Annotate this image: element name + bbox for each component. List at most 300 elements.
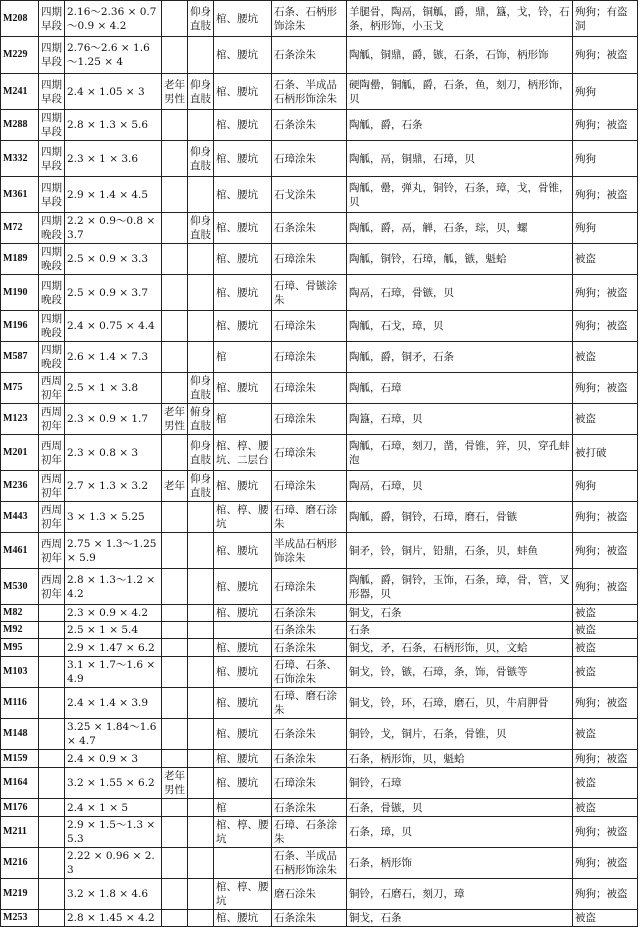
- cell-vermilion-objects: 石条涂朱: [272, 799, 347, 817]
- cell-age-sex: [162, 311, 188, 342]
- cell-age-sex: 老年男性: [162, 768, 188, 799]
- cell-tomb-id: M75: [1, 373, 39, 404]
- cell-tomb-id: M164: [1, 768, 39, 799]
- cell-grave-goods: 陶觚，爵，铜铃，玉饰，石条，璋，骨，管，叉形器，贝: [347, 569, 573, 605]
- cell-age-sex: [162, 177, 188, 213]
- cell-notes: 被盗: [573, 342, 638, 373]
- cell-age-sex: [162, 719, 188, 750]
- cell-burial-posture: [188, 502, 214, 533]
- cell-age-sex: [162, 275, 188, 311]
- cell-period: 四期晚段: [39, 311, 65, 342]
- cell-structure: 棺: [214, 342, 272, 373]
- cell-tomb-id: M116: [1, 688, 39, 719]
- cell-vermilion-objects: 石璋、骨镞涂朱: [272, 275, 347, 311]
- cell-period: [39, 622, 65, 639]
- cell-notes: 殉狗；被盗: [573, 533, 638, 569]
- cell-vermilion-objects: 石条涂朱: [272, 910, 347, 927]
- cell-period: 四期早段: [39, 1, 65, 37]
- cell-vermilion-objects: 石璋涂朱: [272, 342, 347, 373]
- cell-burial-posture: [188, 533, 214, 569]
- cell-burial-posture: [188, 622, 214, 639]
- cell-age-sex: [162, 342, 188, 373]
- cell-vermilion-objects: 石条涂朱: [272, 213, 347, 244]
- cell-dimensions: 3.1 × 1.7～1.6 × 4.9: [65, 657, 162, 688]
- cell-burial-posture: [188, 910, 214, 927]
- cell-structure: 棺、椁、腰坑: [214, 879, 272, 910]
- cell-tomb-id: M201: [1, 435, 39, 471]
- cell-notes: 殉狗；被盗: [573, 750, 638, 768]
- cell-period: 西周初年: [39, 502, 65, 533]
- cell-burial-posture: [188, 37, 214, 74]
- cell-burial-posture: 仰身直肢: [188, 471, 214, 502]
- cell-structure: 棺、椁、腰坑: [214, 817, 272, 848]
- cell-dimensions: 2.76～2.6 × 1.6～1.25 × 4: [65, 37, 162, 74]
- cell-structure: 棺、腰坑: [214, 213, 272, 244]
- cell-dimensions: 2.5 × 1 × 5.4: [65, 622, 162, 639]
- cell-tomb-id: M72: [1, 213, 39, 244]
- cell-grave-goods: 铜铃，石磨石，刻刀，璋: [347, 879, 573, 910]
- cell-dimensions: 2.3 × 0.9 × 4.2: [65, 605, 162, 622]
- cell-structure: 棺: [214, 799, 272, 817]
- cell-notes: 被盗: [573, 622, 638, 639]
- cell-structure: 棺、腰坑: [214, 569, 272, 605]
- cell-period: 四期早段: [39, 37, 65, 74]
- cell-tomb-id: M332: [1, 141, 39, 177]
- cell-grave-goods: 石条: [347, 622, 573, 639]
- table-row: [1, 533, 638, 569]
- cell-tomb-id: M461: [1, 533, 39, 569]
- cell-grave-goods: 铜戈，铃，镞，石璋，条，饰，骨镞等: [347, 657, 573, 688]
- cell-vermilion-objects: 石璋、磨石涂朱: [272, 502, 347, 533]
- cell-structure: 棺、腰坑: [214, 605, 272, 622]
- cell-burial-posture: [188, 569, 214, 605]
- cell-structure: 棺、腰坑: [214, 1, 272, 37]
- cell-age-sex: [162, 502, 188, 533]
- cell-notes: 被盗: [573, 910, 638, 927]
- cell-dimensions: 2.3 × 0.9 × 1.7: [65, 404, 162, 435]
- cell-notes: 殉狗；被盗: [573, 879, 638, 910]
- cell-tomb-id: M95: [1, 639, 39, 657]
- cell-vermilion-objects: 石璋、石条涂朱: [272, 817, 347, 848]
- cell-period: [39, 719, 65, 750]
- cell-grave-goods: 石条，柄形饰，贝，魁蛤: [347, 750, 573, 768]
- cell-grave-goods: 陶觚，铜鼎，爵，镞，石条，石饰，柄形饰: [347, 37, 573, 74]
- cell-dimensions: 2.75 × 1.3～1.25 × 5.9: [65, 533, 162, 569]
- cell-age-sex: [162, 817, 188, 848]
- table-row: [1, 141, 638, 177]
- cell-tomb-id: M176: [1, 799, 39, 817]
- cell-age-sex: [162, 141, 188, 177]
- cell-period: 四期早段: [39, 110, 65, 141]
- cell-tomb-id: M159: [1, 750, 39, 768]
- cell-burial-posture: 仰身直肢: [188, 1, 214, 37]
- cell-dimensions: 3.25 × 1.84～1.6 × 4.7: [65, 719, 162, 750]
- cell-vermilion-objects: 石璋涂朱: [272, 768, 347, 799]
- cell-grave-goods: 陶觚，爵，铜铃，石璋，磨石，骨镞: [347, 502, 573, 533]
- cell-burial-posture: [188, 799, 214, 817]
- table-row: [1, 244, 638, 275]
- cell-period: [39, 817, 65, 848]
- cell-age-sex: [162, 244, 188, 275]
- cell-age-sex: [162, 1, 188, 37]
- cell-notes: 被盗: [573, 799, 638, 817]
- cell-dimensions: 2.7 × 1.3 × 3.2: [65, 471, 162, 502]
- cell-tomb-id: M229: [1, 37, 39, 74]
- cell-structure: 棺、腰坑: [214, 141, 272, 177]
- cell-period: 四期早段: [39, 74, 65, 110]
- table-row: [1, 177, 638, 213]
- cell-grave-goods: 铜戈，矛，石条，石柄形饰，贝，文蛤: [347, 639, 573, 657]
- cell-dimensions: 2.9 × 1.5～1.3 × 5.3: [65, 817, 162, 848]
- table-row: [1, 373, 638, 404]
- cell-structure: 棺、腰坑: [214, 910, 272, 927]
- cell-notes: 殉狗；被盗: [573, 177, 638, 213]
- cell-dimensions: 3 × 1.3 × 5.25: [65, 502, 162, 533]
- cell-grave-goods: 铜戈，石条: [347, 605, 573, 622]
- cell-burial-posture: [188, 657, 214, 688]
- cell-notes: 殉狗；被盗: [573, 817, 638, 848]
- cell-age-sex: [162, 435, 188, 471]
- cell-notes: 殉狗；被盗: [573, 311, 638, 342]
- cell-age-sex: [162, 213, 188, 244]
- cell-period: [39, 657, 65, 688]
- cell-age-sex: [162, 657, 188, 688]
- cell-period: [39, 688, 65, 719]
- cell-grave-goods: 铜戈，石条: [347, 910, 573, 927]
- cell-period: 四期晚段: [39, 342, 65, 373]
- cell-notes: 被盗: [573, 404, 638, 435]
- cell-burial-posture: [188, 688, 214, 719]
- cell-vermilion-objects: 石戈涂朱: [272, 177, 347, 213]
- cell-vermilion-objects: 石璋涂朱: [272, 569, 347, 605]
- cell-period: 西周初年: [39, 533, 65, 569]
- cell-vermilion-objects: 石璋涂朱: [272, 404, 347, 435]
- cell-dimensions: 2.3 × 0.8 × 3: [65, 435, 162, 471]
- cell-structure: 棺、腰坑: [214, 719, 272, 750]
- cell-structure: 棺、腰坑: [214, 37, 272, 74]
- cell-burial-posture: [188, 342, 214, 373]
- cell-period: 西周初年: [39, 569, 65, 605]
- table-row: [1, 404, 638, 435]
- cell-burial-posture: 仰身直肢: [188, 213, 214, 244]
- table-body: [1, 1, 638, 927]
- cell-notes: 殉狗；有盗洞: [573, 1, 638, 37]
- cell-structure: 棺、腰坑: [214, 768, 272, 799]
- cell-tomb-id: M530: [1, 569, 39, 605]
- cell-burial-posture: [188, 110, 214, 141]
- cell-tomb-id: M443: [1, 502, 39, 533]
- cell-age-sex: [162, 688, 188, 719]
- table-row: [1, 342, 638, 373]
- cell-notes: 被打破: [573, 435, 638, 471]
- cell-burial-posture: [188, 275, 214, 311]
- cell-grave-goods: 陶觚，石璋: [347, 373, 573, 404]
- cell-grave-goods: 羊腿骨，陶鬲，铜觚，爵，鼎，簋，戈，铃，石条，柄形饰，小玉戈: [347, 1, 573, 37]
- cell-dimensions: 2.5 × 0.9 × 3.3: [65, 244, 162, 275]
- cell-tomb-id: M189: [1, 244, 39, 275]
- cell-dimensions: 2.4 × 1 × 5: [65, 799, 162, 817]
- cell-vermilion-objects: 石条涂朱: [272, 719, 347, 750]
- cell-burial-posture: 仰身直肢: [188, 74, 214, 110]
- cell-burial-posture: [188, 750, 214, 768]
- table-row: [1, 799, 638, 817]
- cell-age-sex: [162, 373, 188, 404]
- cell-burial-posture: [188, 244, 214, 275]
- cell-burial-posture: 仰身直肢: [188, 435, 214, 471]
- table-row: [1, 275, 638, 311]
- table-row: [1, 213, 638, 244]
- cell-tomb-id: M236: [1, 471, 39, 502]
- cell-period: [39, 639, 65, 657]
- cell-notes: 被盗: [573, 605, 638, 622]
- cell-period: 四期晚段: [39, 275, 65, 311]
- cell-burial-posture: 仰身直肢: [188, 141, 214, 177]
- cell-grave-goods: 陶觚，鬲，铜鼎，石璋，贝: [347, 141, 573, 177]
- cell-age-sex: [162, 605, 188, 622]
- cell-grave-goods: 石条，璋，贝: [347, 817, 573, 848]
- cell-dimensions: 3.2 × 1.8 × 4.6: [65, 879, 162, 910]
- cell-notes: 殉狗；被盗: [573, 688, 638, 719]
- cell-vermilion-objects: 半成品石柄形饰涂朱: [272, 533, 347, 569]
- table-row: [1, 750, 638, 768]
- cell-structure: 棺、腰坑: [214, 750, 272, 768]
- cell-vermilion-objects: 石璋涂朱: [272, 141, 347, 177]
- cell-burial-posture: 俯身直肢: [188, 404, 214, 435]
- table-row: [1, 639, 638, 657]
- cell-structure: 棺、腰坑: [214, 533, 272, 569]
- cell-tomb-id: M241: [1, 74, 39, 110]
- cell-vermilion-objects: 石条涂朱: [272, 110, 347, 141]
- cell-tomb-id: M361: [1, 177, 39, 213]
- cell-grave-goods: 石条，柄形饰: [347, 848, 573, 879]
- cell-dimensions: 2.4 × 1.05 × 3: [65, 74, 162, 110]
- cell-vermilion-objects: 石璋涂朱: [272, 373, 347, 404]
- cell-notes: 殉狗；被盗: [573, 848, 638, 879]
- cell-period: [39, 799, 65, 817]
- cell-tomb-id: M288: [1, 110, 39, 141]
- cell-dimensions: 3.2 × 1.55 × 6.2: [65, 768, 162, 799]
- table-row: [1, 719, 638, 750]
- cell-tomb-id: M148: [1, 719, 39, 750]
- cell-grave-goods: 石条，骨镞，贝: [347, 799, 573, 817]
- table-row: [1, 657, 638, 688]
- cell-tomb-id: M123: [1, 404, 39, 435]
- cell-notes: 殉狗；被盗: [573, 569, 638, 605]
- cell-grave-goods: 硬陶罍，铜觚，爵，石条，鱼，刻刀，柄形饰，贝: [347, 74, 573, 110]
- cell-burial-posture: [188, 768, 214, 799]
- cell-age-sex: [162, 639, 188, 657]
- cell-grave-goods: 铜矛，铃，铜片，铅鼎，石条，贝，蚌鱼: [347, 533, 573, 569]
- table-row: [1, 110, 638, 141]
- cell-period: [39, 768, 65, 799]
- table-row: [1, 910, 638, 927]
- table-row: [1, 435, 638, 471]
- cell-structure: [214, 622, 272, 639]
- cell-grave-goods: 陶鬲，石璋，贝: [347, 471, 573, 502]
- table-row: [1, 37, 638, 74]
- cell-burial-posture: [188, 719, 214, 750]
- cell-burial-posture: [188, 177, 214, 213]
- cell-notes: 殉狗；被盗: [573, 373, 638, 404]
- cell-dimensions: 2.22 × 0.96 × 2.3: [65, 848, 162, 879]
- cell-vermilion-objects: 石条、半成品石柄形饰涂朱: [272, 848, 347, 879]
- cell-period: [39, 605, 65, 622]
- cell-period: [39, 879, 65, 910]
- cell-tomb-id: M92: [1, 622, 39, 639]
- cell-burial-posture: [188, 817, 214, 848]
- table-row: [1, 879, 638, 910]
- table-row: [1, 768, 638, 799]
- cell-age-sex: 老年男性: [162, 404, 188, 435]
- table-row: [1, 1, 638, 37]
- cell-structure: 棺、椁、腰坑、二层台: [214, 435, 272, 471]
- cell-grave-goods: 铜戈，铃，环，石璋，磨石，贝，牛肩胛骨: [347, 688, 573, 719]
- cell-structure: 棺、腰坑: [214, 177, 272, 213]
- cell-period: 西周初年: [39, 373, 65, 404]
- table-row: [1, 817, 638, 848]
- cell-age-sex: [162, 110, 188, 141]
- cell-age-sex: 老年男性: [162, 74, 188, 110]
- cell-period: 西周初年: [39, 404, 65, 435]
- cell-vermilion-objects: 石条涂朱: [272, 639, 347, 657]
- cell-vermilion-objects: 石条涂朱: [272, 750, 347, 768]
- cell-age-sex: [162, 799, 188, 817]
- cell-tomb-id: M253: [1, 910, 39, 927]
- cell-structure: 棺、腰坑: [214, 311, 272, 342]
- cell-notes: 被盗: [573, 244, 638, 275]
- cell-grave-goods: 陶觚，罍，弹丸，铜铃，石条，璋，戈，骨锥，贝: [347, 177, 573, 213]
- cell-grave-goods: 陶觚，铜铃，石璋，觚，镞，魁蛤: [347, 244, 573, 275]
- cell-tomb-id: M211: [1, 817, 39, 848]
- table-row: [1, 688, 638, 719]
- cell-age-sex: 老年: [162, 471, 188, 502]
- cell-vermilion-objects: 石璋涂朱: [272, 435, 347, 471]
- cell-structure: 棺、腰坑: [214, 74, 272, 110]
- cell-grave-goods: 陶鬲，石璋，骨镞，贝: [347, 275, 573, 311]
- cell-vermilion-objects: 石条涂朱: [272, 37, 347, 74]
- cell-structure: 棺、腰坑: [214, 373, 272, 404]
- cell-tomb-id: M208: [1, 1, 39, 37]
- table-row: [1, 74, 638, 110]
- cell-dimensions: 2.16～2.36 × 0.7～0.9 × 4.2: [65, 1, 162, 37]
- cell-dimensions: 2.8 × 1.3～1.2 × 4.2: [65, 569, 162, 605]
- cell-dimensions: 2.8 × 1.3 × 5.6: [65, 110, 162, 141]
- cell-dimensions: 2.9 × 1.4 × 4.5: [65, 177, 162, 213]
- cell-period: 四期早段: [39, 177, 65, 213]
- cell-burial-posture: 仰身直肢: [188, 373, 214, 404]
- cell-burial-posture: [188, 879, 214, 910]
- cell-structure: 棺、腰坑: [214, 244, 272, 275]
- cell-vermilion-objects: 石璋、磨石涂朱: [272, 688, 347, 719]
- cell-period: 四期早段: [39, 141, 65, 177]
- cell-period: [39, 910, 65, 927]
- cell-burial-posture: [188, 605, 214, 622]
- cell-notes: 殉狗: [573, 471, 638, 502]
- cell-notes: 被盗: [573, 657, 638, 688]
- cell-age-sex: [162, 569, 188, 605]
- cell-vermilion-objects: 石璋、石条、石饰涂朱: [272, 657, 347, 688]
- cell-age-sex: [162, 879, 188, 910]
- cell-period: 四期晚段: [39, 244, 65, 275]
- cell-notes: 殉狗；被盗: [573, 110, 638, 141]
- cell-dimensions: 2.3 × 1 × 3.6: [65, 141, 162, 177]
- cell-period: [39, 750, 65, 768]
- cell-tomb-id: M216: [1, 848, 39, 879]
- cell-structure: 棺、腰坑: [214, 110, 272, 141]
- cell-age-sex: [162, 37, 188, 74]
- cell-dimensions: 2.4 × 1.4 × 3.9: [65, 688, 162, 719]
- cell-burial-posture: [188, 311, 214, 342]
- cell-tomb-id: M196: [1, 311, 39, 342]
- cell-vermilion-objects: 石条、半成品石柄形饰涂朱: [272, 74, 347, 110]
- cell-notes: 殉狗；被盗: [573, 37, 638, 74]
- cell-vermilion-objects: 石璋涂朱: [272, 311, 347, 342]
- table-row: [1, 471, 638, 502]
- cell-dimensions: 2.6 × 1.4 × 7.3: [65, 342, 162, 373]
- table-row: [1, 605, 638, 622]
- cell-vermilion-objects: 石璋涂朱: [272, 471, 347, 502]
- cell-grave-goods: 铜铃，戈，铜片，石条，骨锥，贝: [347, 719, 573, 750]
- cell-tomb-id: M190: [1, 275, 39, 311]
- cell-notes: 殉狗: [573, 141, 638, 177]
- cell-notes: 被盗: [573, 639, 638, 657]
- cell-dimensions: 2.8 × 1.45 × 4.2: [65, 910, 162, 927]
- cell-vermilion-objects: 石条涂朱: [272, 605, 347, 622]
- cell-dimensions: 2.2 × 0.9～0.8 × 3.7: [65, 213, 162, 244]
- cell-vermilion-objects: 石条、石柄形饰涂朱: [272, 1, 347, 37]
- cell-structure: 棺、腰坑: [214, 657, 272, 688]
- cell-structure: 棺: [214, 404, 272, 435]
- cell-structure: 棺、腰坑: [214, 275, 272, 311]
- cell-period: 四期晚段: [39, 213, 65, 244]
- cell-dimensions: 2.5 × 1 × 3.8: [65, 373, 162, 404]
- cell-structure: 棺、腰坑: [214, 639, 272, 657]
- cell-vermilion-objects: 石璋涂朱: [272, 244, 347, 275]
- cell-tomb-id: M103: [1, 657, 39, 688]
- cell-grave-goods: 陶觚，爵，鬲，觯，石条，琮，贝，螺: [347, 213, 573, 244]
- cell-notes: 殉狗: [573, 213, 638, 244]
- cell-grave-goods: 陶觚，爵，石条: [347, 110, 573, 141]
- cell-period: 西周初年: [39, 435, 65, 471]
- cell-grave-goods: 陶觚，爵，铜矛，石条: [347, 342, 573, 373]
- cell-age-sex: [162, 750, 188, 768]
- cell-period: 西周初年: [39, 471, 65, 502]
- cell-notes: 被盗: [573, 768, 638, 799]
- cell-age-sex: [162, 622, 188, 639]
- cell-grave-goods: 陶觚，石璋，刻刀，凿，骨锥，笄，贝，穿孔蚌泡: [347, 435, 573, 471]
- cell-tomb-id: M587: [1, 342, 39, 373]
- cell-dimensions: 2.4 × 0.75 × 4.4: [65, 311, 162, 342]
- table-row: [1, 502, 638, 533]
- cell-notes: 殉狗；被盗: [573, 275, 638, 311]
- cell-structure: 棺、腰坑: [214, 471, 272, 502]
- cell-tomb-id: M82: [1, 605, 39, 622]
- cell-grave-goods: 铜铃，石璋: [347, 768, 573, 799]
- cell-notes: 被盗: [573, 719, 638, 750]
- cell-notes: 殉狗；被盗: [573, 502, 638, 533]
- cell-tomb-id: M219: [1, 879, 39, 910]
- cell-grave-goods: 陶觚，石戈，璋，贝: [347, 311, 573, 342]
- cell-structure: 棺、椁、腰坑: [214, 502, 272, 533]
- cell-age-sex: [162, 533, 188, 569]
- cell-dimensions: 2.4 × 0.9 × 3: [65, 750, 162, 768]
- cell-age-sex: [162, 910, 188, 927]
- cell-vermilion-objects: 磨石涂朱: [272, 879, 347, 910]
- table-row: [1, 311, 638, 342]
- table-row: [1, 622, 638, 639]
- table-row: [1, 569, 638, 605]
- cell-dimensions: 2.5 × 0.9 × 3.7: [65, 275, 162, 311]
